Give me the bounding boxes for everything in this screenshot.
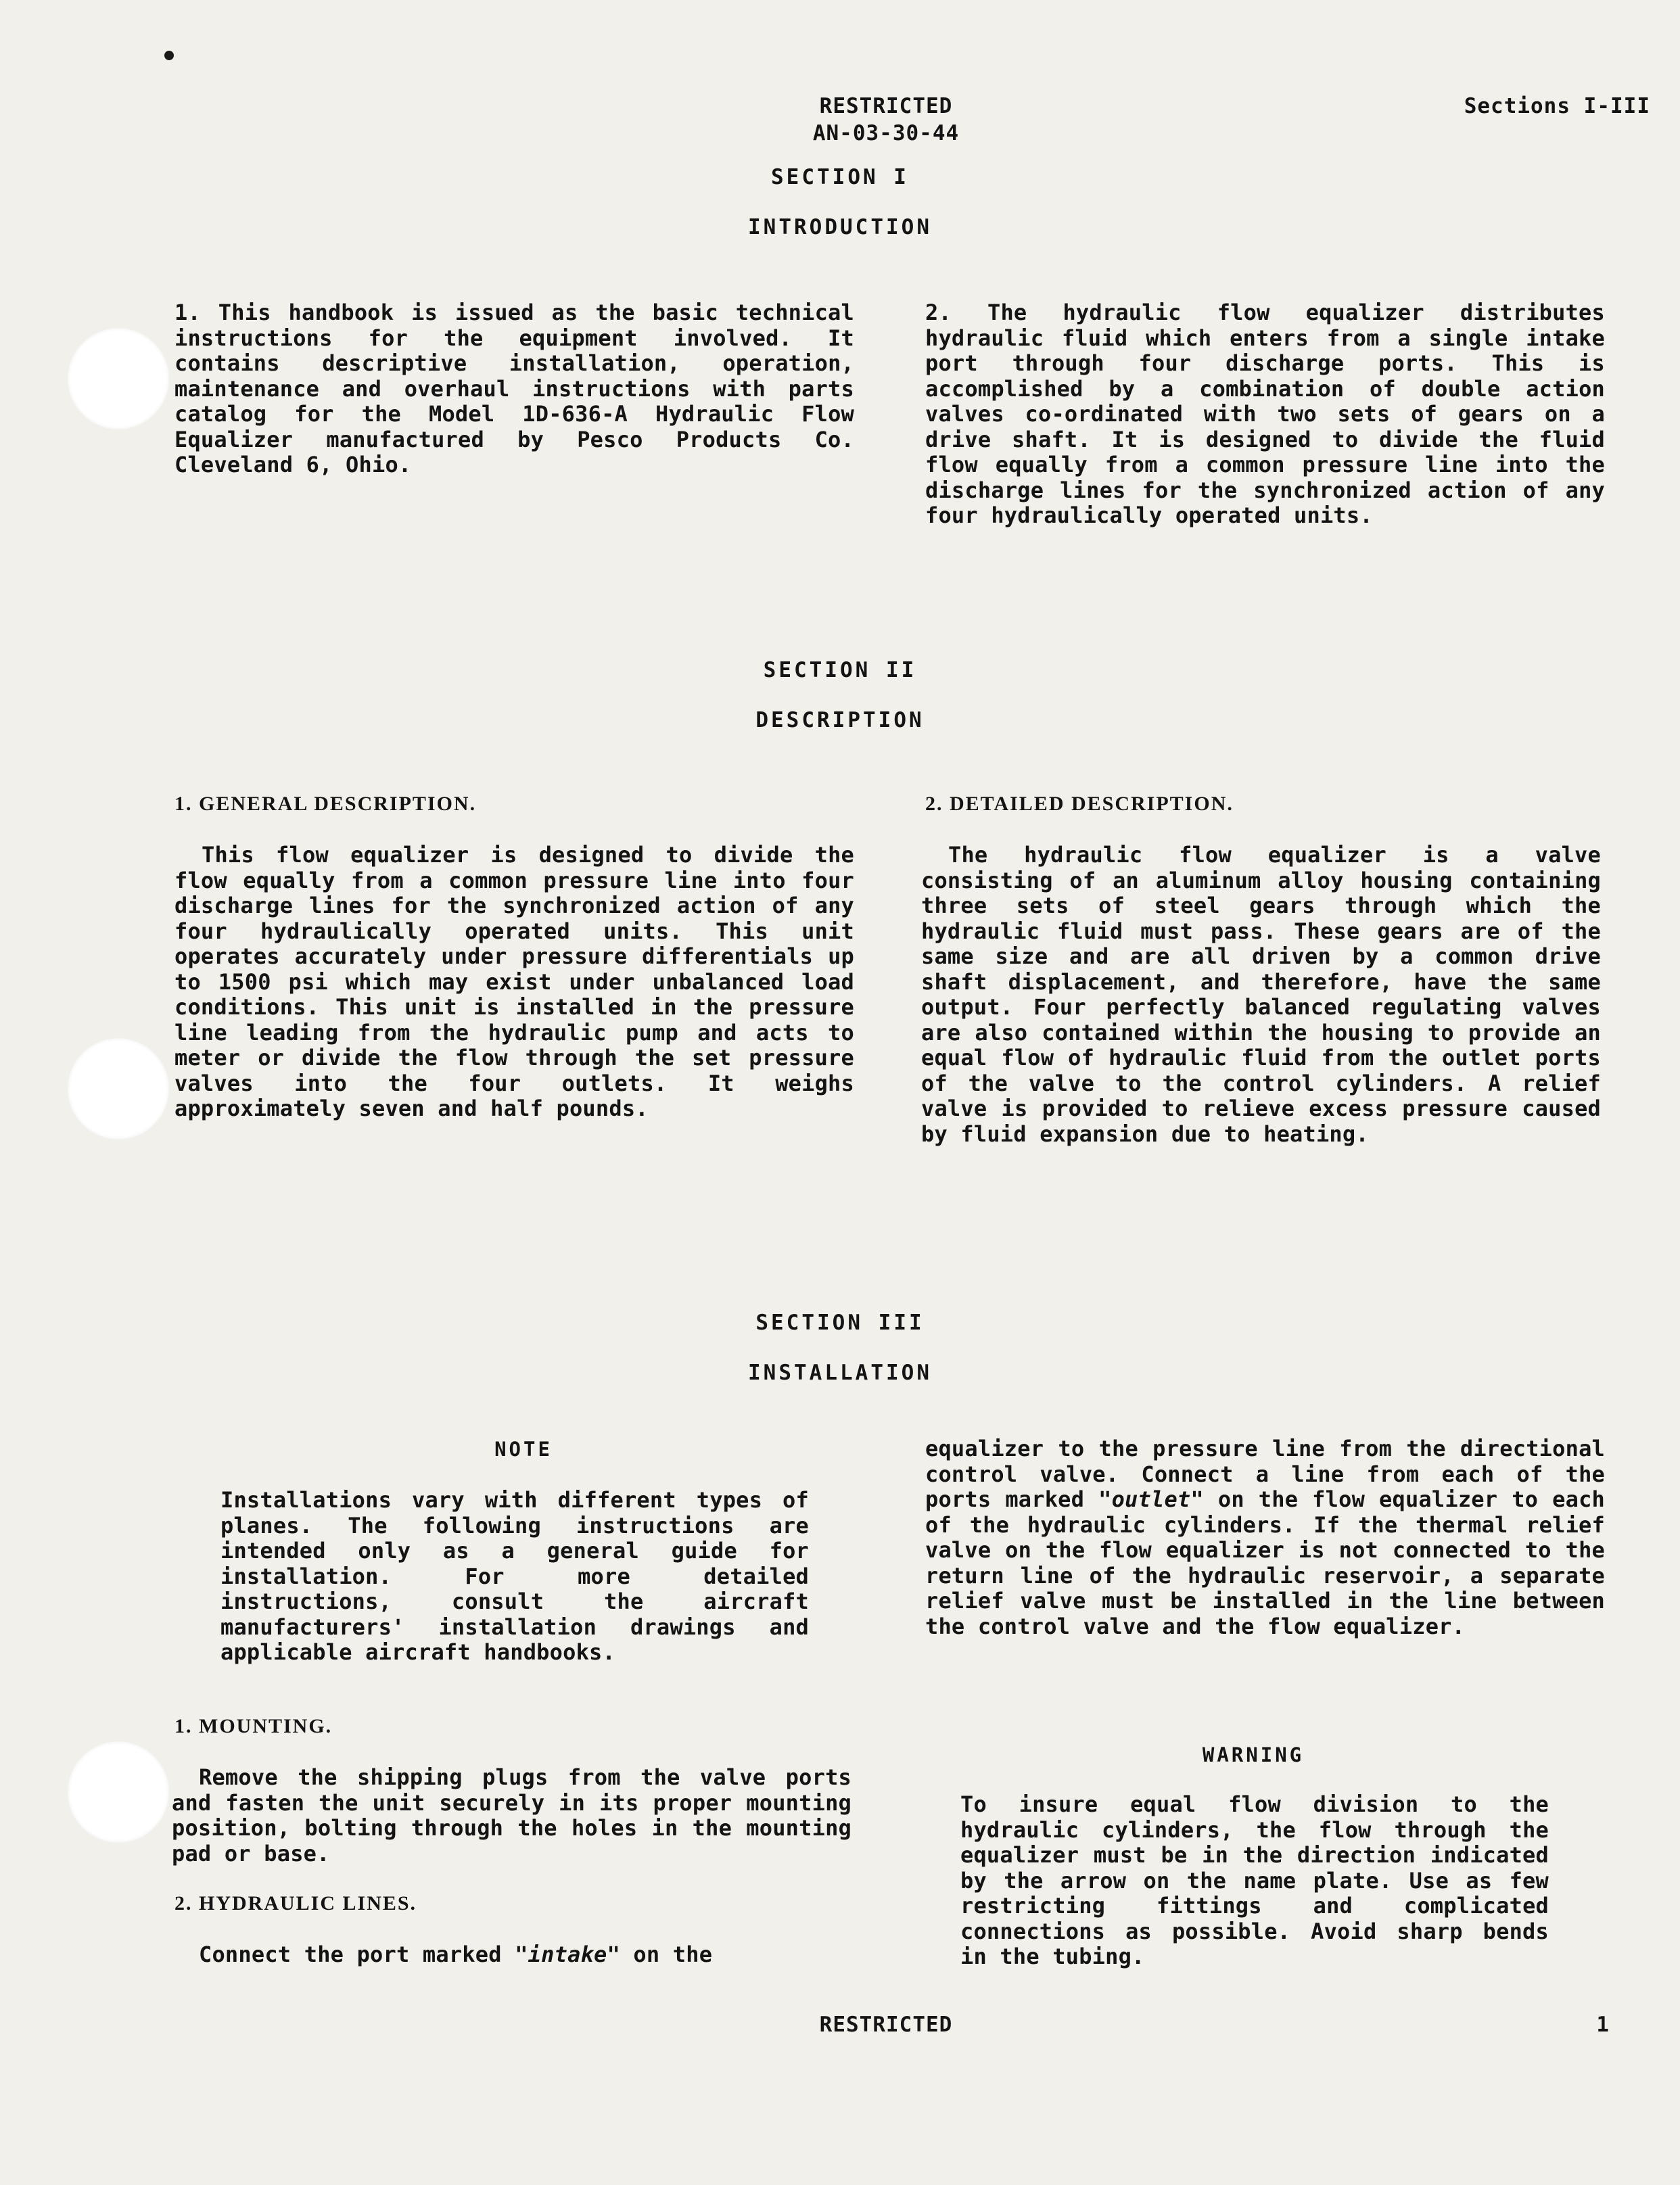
intake-term: "intake" <box>515 1942 620 1967</box>
detailed-description-column <box>921 843 1601 1147</box>
outlet-term: "outlet" <box>1098 1486 1204 1512</box>
hydraulic-lines-column <box>172 1942 851 1968</box>
hydraulic-lines-heading: 2. HYDRAULIC LINES. <box>174 1892 417 1914</box>
header-classification: RESTRICTED <box>819 94 953 118</box>
intro-left-column <box>174 300 854 478</box>
hydraulic-lines-text-b: on the <box>620 1942 713 1967</box>
punch-hole-top <box>68 328 169 429</box>
intro-paragraph-1: 1. This handbook is issued as the basic technical instructions for the equipment involved. It contains descriptive installation, operation, maintenance and overhaul instructions with parts catalog for the Model 1D-636-A Hydraulic Flow Equalizer manufactured by Pesco Products Co. Cleveland 6, Ohio. <box>174 300 854 477</box>
note-box <box>220 1488 809 1666</box>
intro-paragraph-2: 2. The hydraulic flow equalizer distributes hydraulic fluid which enters from a single intake port through four discharge ports. This is accomplished by a combination of double action valves co-ordinated with two sets of gears on a drive shaft. It is designed to divide the fluid flow equally from a common pressure line into the discharge lines for the synchronized action of any four hydraulically operated units. <box>925 300 1605 528</box>
header-sections-ref: Sections I-III <box>1464 94 1650 118</box>
note-text: Installations vary with different types of planes. The following instructions are intended only as a general guide for installation. For more detailed instructions, consult the aircraft manufacturers' installation drawings and applicable aircraft handbooks. <box>220 1487 809 1665</box>
detailed-description-text: The hydraulic flow equalizer is a valve consisting of an aluminum alloy housing containing three sets of steel gears through which the hydraulic fluid must pass. These gears are of the same size and are all driven by a common drive shaft displacement, and therefore, have the same output. Four perfectly balanced regulating valves are also contained within the housing to provide an equal flow of hydraulic fluid from the outlet ports of the valve to the control cylinders. A relief valve is provided to relieve excess pressure caused by fluid expansion due to heating. <box>921 842 1601 1147</box>
installation-right-text <box>925 1436 1605 1639</box>
note-label: NOTE <box>494 1438 553 1461</box>
footer-classification: RESTRICTED <box>819 2013 953 2037</box>
section-1-title: SECTION I <box>771 165 909 189</box>
mounting-heading: 1. MOUNTING. <box>174 1715 333 1737</box>
header-doc-number: AN-03-30-44 <box>812 121 960 145</box>
warning-box <box>960 1792 1549 1970</box>
mounting-column <box>172 1765 851 1866</box>
section-2-subtitle: DESCRIPTION <box>755 708 925 732</box>
section-1-subtitle: INTRODUCTION <box>748 215 932 239</box>
intro-right-column <box>925 300 1605 529</box>
hydraulic-lines-text-a: Connect the port marked <box>199 1942 515 1967</box>
general-description-column <box>174 843 854 1122</box>
general-description-heading: 1. GENERAL DESCRIPTION. <box>174 793 477 815</box>
installation-right-text-b: on the flow equalizer to each of the hydraulic cylinders. If the thermal relief valve on the flow equalizer is not connected to the return line of the hydraulic reservoir, a separate relief valve must be installed in the line between the control valve and the flow equalizer. <box>925 1486 1606 1639</box>
punch-hole-middle <box>68 1038 169 1140</box>
section-2-title: SECTION II <box>763 658 917 682</box>
punch-hole-bottom <box>68 1741 169 1843</box>
mounting-text: Remove the shipping plugs from the valve ports and fasten the unit securely in its proper mounting position, bolting through the holes in the mounting pad or base. <box>172 1764 851 1866</box>
section-3-subtitle: INSTALLATION <box>748 1361 932 1385</box>
warning-text: To insure equal flow division to the hydraulic cylinders, the flow through the equalizer must be in the direction indicated by the arrow on the name plate. Use as few restricting fittings and complicated connections as possible. Avoid sharp bends in the tubing. <box>960 1791 1549 1969</box>
installation-right-text-a: equalizer to the pressure line from the directional control valve. Connect a line from each of the ports marked <box>925 1436 1605 1512</box>
general-description-text: This flow equalizer is designed to divide the flow equally from a common pressure line into four discharge lines for the synchronized action of any four hydraulically operated units. This unit operates accurately under pressure differentials up to 1500 psi which may exist under unbalanced load conditions. This unit is installed in the pressure line leading from the hydraulic pump and acts to meter or divide the flow through the set pressure valves into the four outlets. It weighs approximately seven and half pounds. <box>174 842 854 1121</box>
installation-right-column <box>925 1436 1605 1639</box>
warning-label: WARNING <box>1202 1743 1305 1766</box>
section-3-title: SECTION III <box>755 1311 925 1335</box>
hydraulic-lines-text <box>172 1942 851 1968</box>
ink-spot <box>164 51 174 60</box>
detailed-description-heading: 2. DETAILED DESCRIPTION. <box>925 793 1234 815</box>
page-number: 1 <box>1596 2013 1610 2037</box>
